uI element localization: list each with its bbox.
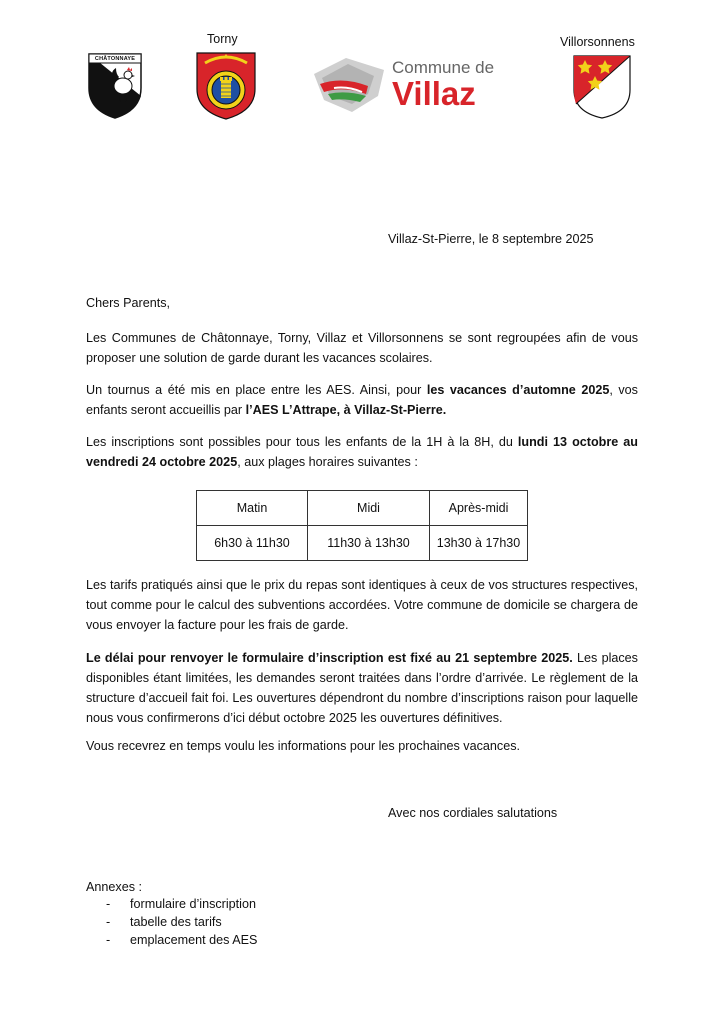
p5-bold-a: Le délai pour renvoyer le formulaire d’inscription est fixé au 21 septembre 2025.: [86, 651, 573, 665]
schedule-header: Matin: [197, 491, 308, 526]
p3-text-c: , aux plages horaires suivantes :: [237, 455, 418, 469]
logo-line-2: Villaz: [392, 75, 476, 112]
schedule-value: 13h30 à 17h30: [430, 526, 528, 561]
schedule-header: Après-midi: [430, 491, 528, 526]
paragraph-intro: Les Communes de Châtonnaye, Torny, Villaz et Villorsonnens se sont regroupées afin de vous proposer une solution de garde durant les vacances scolaires.: [86, 331, 638, 365]
schedule-header: Midi: [308, 491, 430, 526]
list-item: [86, 931, 486, 949]
closing: Avec nos cordiales salutations: [388, 806, 558, 820]
paragraph-next-holidays: Vous recevrez en temps voulu les informations pour les prochaines vacances.: [86, 739, 521, 753]
crest-label-villorsonnens: Villorsonnens: [560, 35, 635, 49]
annex-item-label: emplacement des AES: [130, 933, 258, 947]
p2-bold-d: l’AES L’Attrape, à Villaz-St-Pierre.: [245, 403, 447, 417]
p2-text-c: , vos enfants seront accueillis par: [86, 383, 638, 417]
annex-item-label: tabelle des tarifs: [130, 915, 222, 929]
annexes-title: Annexes :: [86, 880, 143, 894]
list-dash: -: [106, 933, 111, 947]
crest-torny: [195, 51, 257, 121]
paragraph-deadline: [86, 648, 638, 728]
crest-chatonnaye: [87, 52, 143, 120]
p2-bold-b: les vacances d’automne 2025: [426, 383, 610, 397]
schedule-value: 6h30 à 11h30: [197, 526, 308, 561]
paragraph-registration: [86, 432, 638, 472]
schedule-value: 11h30 à 13h30: [308, 526, 430, 561]
p3-bold-b: lundi 13 octobre au vendredi 24 octobre 2025: [86, 435, 638, 469]
list-dash: -: [106, 915, 111, 929]
schedule-table: [196, 490, 528, 561]
logo-line-1: Commune de: [392, 58, 495, 77]
torny-coat-of-arms: [195, 51, 257, 121]
table-row: [197, 526, 528, 561]
crest-banner: CHÂTONNAYE: [94, 56, 136, 62]
annex-item-label: formulaire d’inscription: [130, 897, 256, 911]
p2-text-a: Un tournus a été mis en place entre les AES. Ainsi, pour: [86, 383, 427, 397]
table-row: [197, 491, 528, 526]
tower-icon: [220, 77, 232, 98]
villaz-emblem-icon: [312, 56, 392, 114]
date-line: Villaz-St-Pierre, le 8 septembre 2025: [388, 232, 594, 246]
list-item: [86, 913, 486, 931]
annexes-list: [86, 895, 486, 949]
p5-text-b: Les places disponibles étant limitées, les demandes seront traitées dans l’ordre d’arrivée. Le règlement de la structure d’accueil fait foi. Les ouvertures dépendront du nombre d’inscriptions raison pour laquelle nous vous confirmerons d’ici début octobre 2025 les ouvertures définitives.: [86, 651, 638, 725]
villorsonnens-coat-of-arms: [572, 54, 632, 120]
paragraph-tariffs: Les tarifs pratiqués ainsi que le prix du repas sont identiques à ceux de vos structures respectives, tout comme pour le calcul des subventions accordées. Votre commune de domicile se chargera de vous envoyer la facture pour les frais de garde.: [86, 578, 638, 632]
list-item: [86, 895, 486, 913]
salutation: Chers Parents,: [86, 296, 170, 310]
list-dash: -: [106, 897, 111, 911]
crest-label-torny: Torny: [207, 32, 238, 46]
p3-text-a: Les inscriptions sont possibles pour tous les enfants de la 1H à la 8H, du: [86, 435, 518, 449]
paragraph-rotation: [86, 380, 638, 420]
crest-villorsonnens: [572, 54, 632, 120]
villaz-logo: [312, 56, 502, 116]
